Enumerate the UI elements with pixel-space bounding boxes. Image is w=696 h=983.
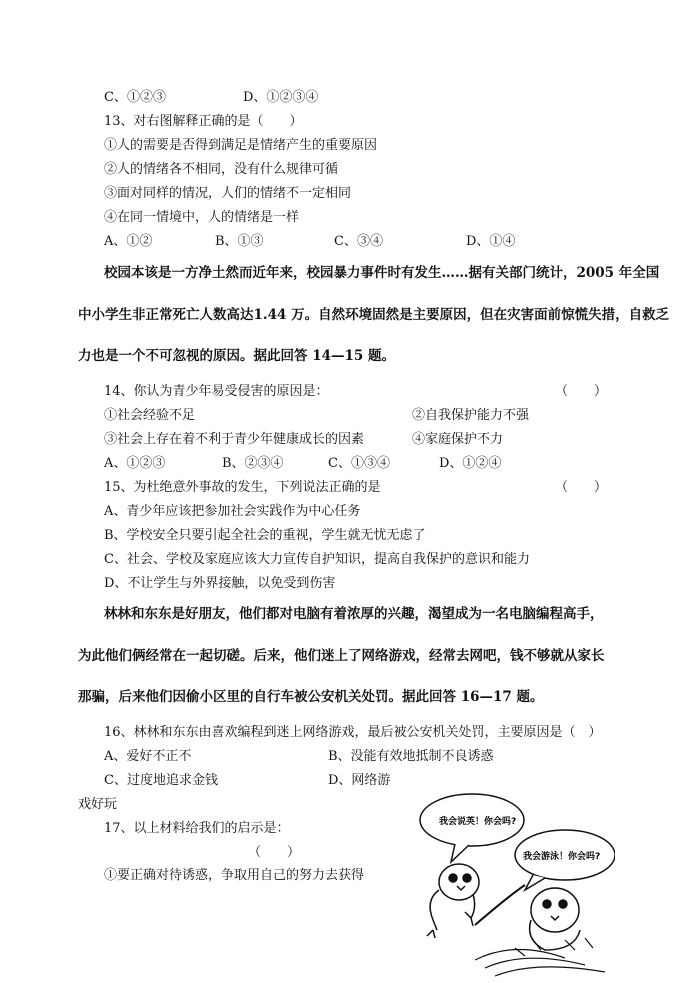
q12-option-c: C、①②③: [104, 90, 166, 105]
passage2-line-3: 那骗，后来他们因偷小区里的自行车被公安机关处罚。据此回答 16—17 题。: [78, 689, 544, 705]
q14-item-2: ②自我保护能力不强: [412, 408, 530, 423]
q17-item-1: ①要正确对待诱惑，争取用自己的努力去获得: [104, 868, 365, 883]
q13-item-3: ③面对同样的情况，人们的情绪不一定相同: [104, 186, 352, 201]
q17-stem: 17、以上材料给我们的启示是：: [104, 821, 290, 836]
q14-answer-paren: （ ）: [555, 384, 608, 399]
water-waves: [475, 938, 605, 976]
q16-option-d-wrap: 戏好玩: [78, 797, 118, 812]
q15-option-a: A、青少年应该把参加社会实践作为中心任务: [104, 504, 361, 519]
q13-option-b: B、①③: [215, 234, 264, 249]
speech-bubble-left: [420, 794, 524, 862]
q14-stem: 14、你认为青少年易受侵害的原因是：: [104, 384, 329, 399]
q15-stem: 15、为杜绝意外事故的发生，下列说法正确的是: [104, 480, 381, 495]
path-line: [475, 885, 525, 925]
chick-right-figure: [530, 888, 580, 950]
q15-option-c: C、社会、学校及家庭应该大力宣传自护知识，提高自我保护的意识和能力: [104, 552, 530, 567]
q14-option-c: C、①③④: [328, 456, 390, 471]
bubble-left-text: 我会说英！你会吗?: [439, 817, 517, 827]
q13-option-d: D、①④: [466, 234, 516, 249]
bubble-right-text: 我会游泳！你会吗?: [523, 852, 601, 862]
q16-stem: 16、林林和东东由喜欢编程到迷上网络游戏，最后被公安机关处罚，主要原因是（ ）: [104, 725, 602, 740]
q13-item-1: ①人的需要是否得到满足是情绪产生的重要原因: [104, 138, 378, 153]
q14-item-4: ④家庭保护不力: [412, 432, 504, 447]
q14-option-a: A、①②③: [104, 456, 166, 471]
q17-answer-paren: （ ）: [248, 845, 301, 860]
q16-option-a: A、爱好不正不: [104, 749, 192, 764]
q14-item-3: ③社会上存在着不利于青少年健康成长的因素: [104, 432, 365, 447]
passage2-line-2: 为此他们俩经常在一起切磋。后来，他们迷上了网络游戏，经常去网吧，钱不够就从家长: [78, 648, 605, 664]
chick-left-figure: [427, 864, 479, 938]
q16-option-b: B、没能有效地抵制不良诱惑: [328, 749, 494, 764]
passage1-line-1: 校园本该是一方净土然而近年来，校园暴力事件时有发生……据有关部门统计，2005 年全国: [104, 265, 660, 281]
q16-option-c: C、过度地追求金钱: [104, 773, 218, 788]
q14-option-b: B、②③④: [222, 456, 284, 471]
q13-option-c: C、③④: [334, 234, 383, 249]
passage1-line-2: 中小学生非正常死亡人数高达1.44 万。自然环境固然是主要原因，但在灾害面前惊慌失措，自救乏: [78, 307, 670, 323]
q15-option-b: B、学校安全只要引起全社会的重视，学生就无忧无虑了: [104, 528, 426, 543]
q16-option-d: D、网络游: [328, 773, 391, 788]
q12-option-d: D、①②③④: [243, 90, 319, 105]
speech-bubble-right: [515, 830, 615, 890]
passage1-line-3: 力也是一个不可忽视的原因。据此回答 14—15 题。: [78, 348, 395, 364]
q13-stem: 13、对右图解释正确的是（ ）: [104, 114, 303, 129]
passage2-line-1: 林林和东东是好朋友，他们都对电脑有着浓厚的兴趣，渴望成为一名电脑编程高手，: [104, 606, 604, 622]
cartoon-illustration: [415, 790, 615, 980]
q14-option-d: D、①②④: [439, 456, 502, 471]
q15-option-d: D、不让学生与外界接触，以免受到伤害: [104, 576, 336, 591]
q15-answer-paren: （ ）: [555, 480, 608, 495]
q13-item-4: ④在同一情境中，人的情绪是一样: [104, 210, 300, 225]
q14-item-1: ①社会经验不足: [104, 408, 196, 423]
q13-option-a: A、①②: [104, 234, 153, 249]
q13-item-2: ②人的情绪各不相同，没有什么规律可循: [104, 162, 339, 177]
